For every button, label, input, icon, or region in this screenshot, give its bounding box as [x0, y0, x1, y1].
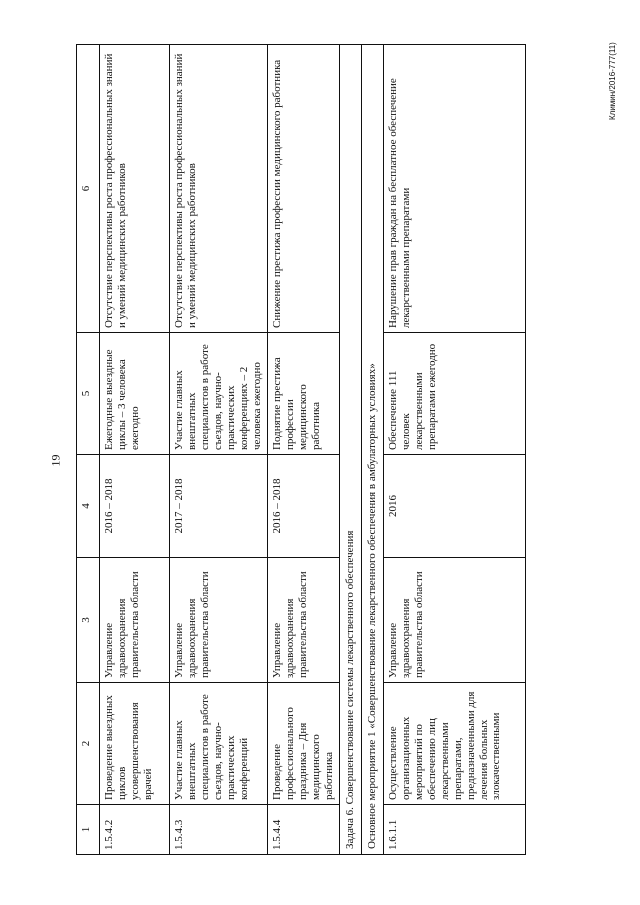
consequence: Снижение престижа профессии медицинского работника — [267, 45, 339, 333]
measure-name: Проведение профессионального праздника – Дня медицинского работника — [267, 683, 339, 805]
executor: Управление здравоохранения правительства области — [170, 558, 268, 683]
document-code: Климин/2016-777(11) — [608, 42, 617, 120]
page-number: 19 — [48, 454, 63, 467]
consequence: Отсутствие перспективы роста профессиональных знаний и умений медицинских работников — [100, 45, 170, 333]
measure-name: Осуществление организационных мероприятий по обеспечению лиц лекарственными препаратами, предназначенными для лечения больных злокачественными — [383, 683, 525, 805]
executor: Управление здравоохранения правительства области — [383, 558, 525, 683]
executor: Управление здравоохранения правительства области — [100, 558, 170, 683]
executor: Управление здравоохранения правительства области — [267, 558, 339, 683]
expected-result: Участие главных внештатных специалистов в работе съездов, научно-практических конференциях – 2 человека ежегодно — [170, 333, 268, 455]
header-cell: 2 — [77, 683, 100, 805]
rotated-table-wrapper — [76, 45, 616, 855]
consequence: Нарушение прав граждан на бесплатное обеспечение лекарственными препаратами — [383, 45, 525, 333]
main-measure-heading: Основное мероприятие 1 «Совершенствование лекарственного обеспечения в амбулаторных условиях» — [361, 45, 383, 855]
row-number: 1.5.4.4 — [267, 805, 339, 855]
period: 2016 – 2018 — [267, 455, 339, 558]
table-row — [383, 45, 525, 855]
expected-result: Обеспечение 111 человек лекарственными препаратами ежегодно — [383, 333, 525, 455]
section-row — [339, 45, 361, 855]
period: 2017 – 2018 — [170, 455, 268, 558]
period: 2016 – 2018 — [100, 455, 170, 558]
table-row — [267, 45, 339, 855]
row-number: 1.5.4.3 — [170, 805, 268, 855]
header-row — [77, 45, 100, 855]
task-heading: Задача 6. Совершенствование системы лекарственного обеспечения — [339, 45, 361, 855]
header-cell: 1 — [77, 805, 100, 855]
table-row — [100, 45, 170, 855]
header-cell: 5 — [77, 333, 100, 455]
measure-name: Проведение выездных циклов усовершенствования врачей — [100, 683, 170, 805]
row-number: 1.5.4.2 — [100, 805, 170, 855]
consequence: Отсутствие перспективы роста профессиональных знаний и умений медицинских работников — [170, 45, 268, 333]
measure-name: Участие главных внештатных специалистов в работе съездов, научно-практических конференций — [170, 683, 268, 805]
program-measures-table — [76, 44, 526, 855]
table-row — [170, 45, 268, 855]
expected-result: Ежегодные выездные циклы – 3 человека ежегодно — [100, 333, 170, 455]
row-number: 1.6.1.1 — [383, 805, 525, 855]
header-cell: 4 — [77, 455, 100, 558]
header-cell: 6 — [77, 45, 100, 333]
section-row — [361, 45, 383, 855]
period: 2016 — [383, 455, 525, 558]
header-cell: 3 — [77, 558, 100, 683]
expected-result: Поднятие престижа профессии медицинского работника — [267, 333, 339, 455]
